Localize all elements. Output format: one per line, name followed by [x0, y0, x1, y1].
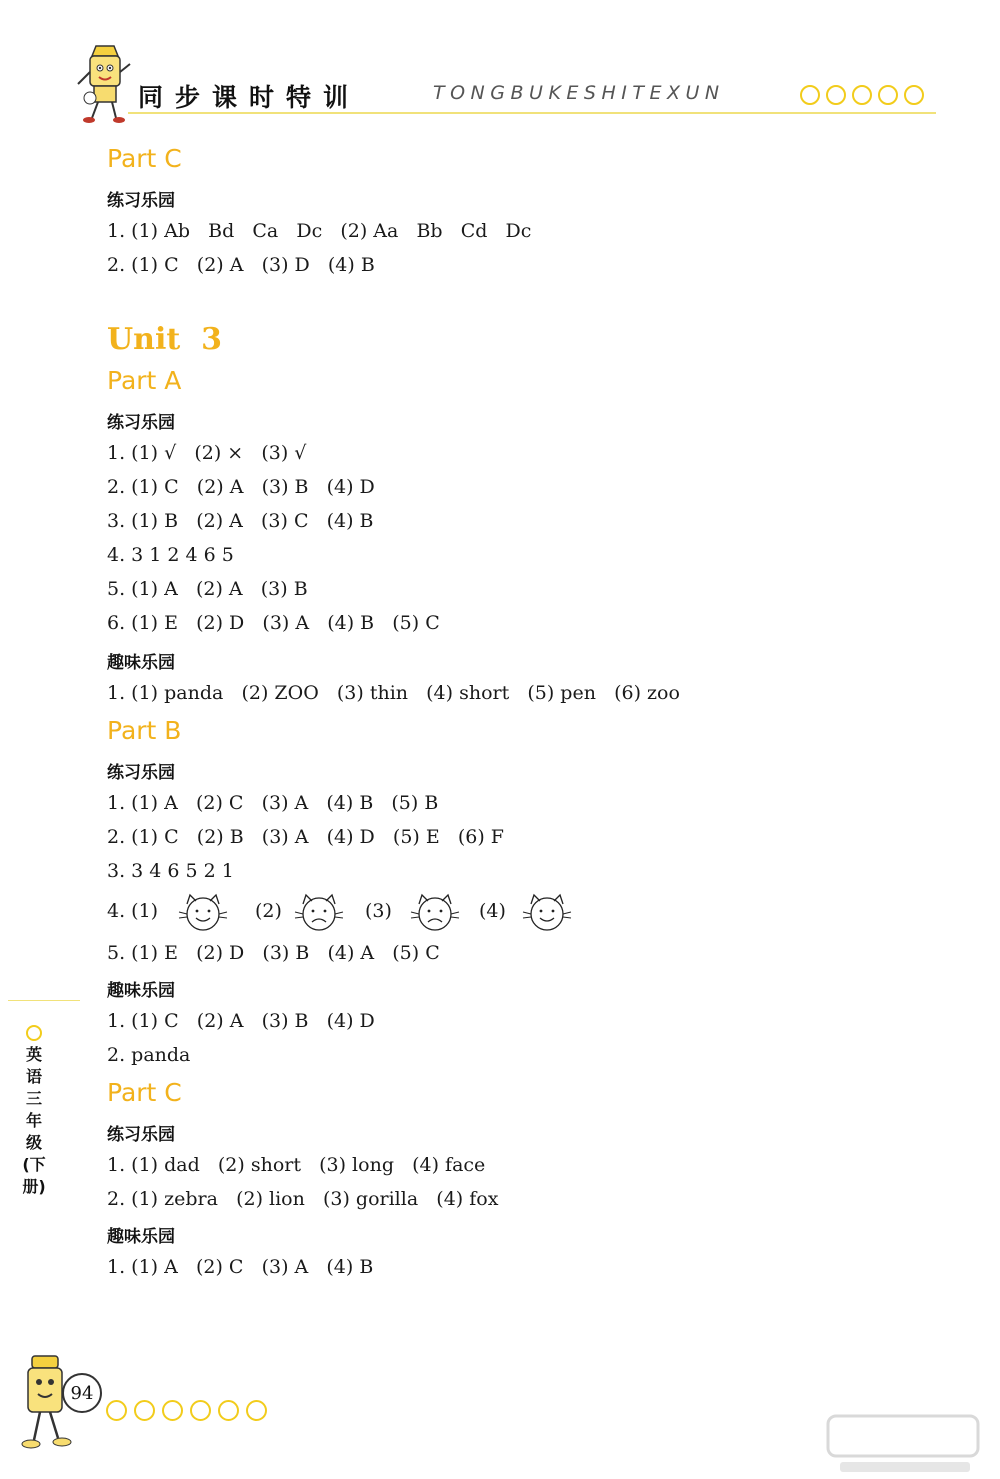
- decor-dot-icon: [106, 1400, 127, 1421]
- section-fun: 趣味乐园: [107, 981, 175, 1001]
- part-c-heading: Part C: [107, 1078, 182, 1107]
- answer-line: 1. (1) dad (2) short (3) long (4) face: [107, 1154, 486, 1176]
- answer-line: 2. (1) C (2) A (3) D (4) B: [107, 254, 375, 276]
- decor-dot-icon: [826, 85, 846, 105]
- decor-dot-icon: [800, 85, 820, 105]
- margin-divider: [8, 1000, 80, 1001]
- decor-dot-icon: [878, 85, 898, 105]
- section-practice: 练习乐园: [107, 191, 175, 211]
- answer-line: 4. 3 1 2 4 6 5: [107, 544, 234, 566]
- header-dots: [800, 85, 924, 105]
- answer-line: 1. (1) √ (2) × (3) √: [107, 442, 307, 464]
- decor-dot-icon: [852, 85, 872, 105]
- decor-dot-icon: [162, 1400, 183, 1421]
- section-practice: 练习乐园: [107, 1125, 175, 1145]
- answer-label: (2): [255, 900, 282, 922]
- decor-dot-icon: [218, 1400, 239, 1421]
- answer-line: 2. (1) C (2) B (3) A (4) D (5) E (6) F: [107, 826, 504, 848]
- sad-cat-face-icon: [293, 892, 345, 932]
- decor-dot-icon: [26, 1025, 42, 1041]
- answer-line: 5. (1) E (2) D (3) B (4) A (5) C: [107, 942, 440, 964]
- footer-dots: [106, 1400, 267, 1421]
- smiling-cat-face-icon: [521, 892, 573, 932]
- answer-line: 1. (1) panda (2) ZOO (3) thin (4) short (5) pen (6) zoo: [107, 682, 680, 704]
- decor-dot-icon: [904, 85, 924, 105]
- part-c-heading: Part C: [107, 144, 182, 173]
- decor-dot-icon: [190, 1400, 211, 1421]
- part-a-heading: Part A: [107, 366, 182, 395]
- header-divider: [128, 112, 936, 114]
- section-practice: 练习乐园: [107, 413, 175, 433]
- sad-cat-face-icon: [409, 892, 461, 932]
- decor-dot-icon: [134, 1400, 155, 1421]
- header-title: 同步课时特训: [138, 83, 361, 112]
- part-b-heading: Part B: [107, 716, 182, 745]
- answer-line: 1. (1) Ab Bd Ca Dc (2) Aa Bb Cd Dc: [107, 220, 532, 242]
- decor-dot-icon: [246, 1400, 267, 1421]
- page-header: [0, 0, 1000, 140]
- answer-line: 3. 3 4 6 5 2 1: [107, 860, 234, 882]
- section-fun: 趣味乐园: [107, 1227, 175, 1247]
- answer-line: 2. (1) C (2) A (3) B (4) D: [107, 476, 375, 498]
- answer-label: (4): [479, 900, 506, 922]
- face-answer-line: [107, 892, 707, 932]
- pencil-mascot-icon: [74, 44, 134, 124]
- smiling-cat-face-icon: [177, 892, 229, 932]
- answer-line: 6. (1) E (2) D (3) A (4) B (5) C: [107, 612, 440, 634]
- answer-line: 1. (1) C (2) A (3) B (4) D: [107, 1010, 375, 1032]
- answer-line: 2. panda: [107, 1044, 191, 1066]
- answer-line: 1. (1) A (2) C (3) A (4) B: [107, 1256, 374, 1278]
- header-pinyin: TONGBUKESHITEXUN: [433, 82, 725, 104]
- watermark-logo-icon: [820, 1410, 990, 1478]
- answer-label: (3): [365, 900, 392, 922]
- answer-line: 1. (1) A (2) C (3) A (4) B (5) B: [107, 792, 439, 814]
- subject-grade-label: 英语 三年级 (下册): [22, 1045, 46, 1196]
- answer-line: 2. (1) zebra (2) lion (3) gorilla (4) fox: [107, 1188, 499, 1210]
- answer-line: 3. (1) B (2) A (3) C (4) B: [107, 510, 374, 532]
- section-practice: 练习乐园: [107, 763, 175, 783]
- page-number: 94: [62, 1373, 102, 1413]
- answer-label: 4. (1): [107, 900, 159, 922]
- unit-heading: Unit 3: [107, 322, 222, 357]
- answer-line: 5. (1) A (2) A (3) B: [107, 578, 308, 600]
- section-fun: 趣味乐园: [107, 653, 175, 673]
